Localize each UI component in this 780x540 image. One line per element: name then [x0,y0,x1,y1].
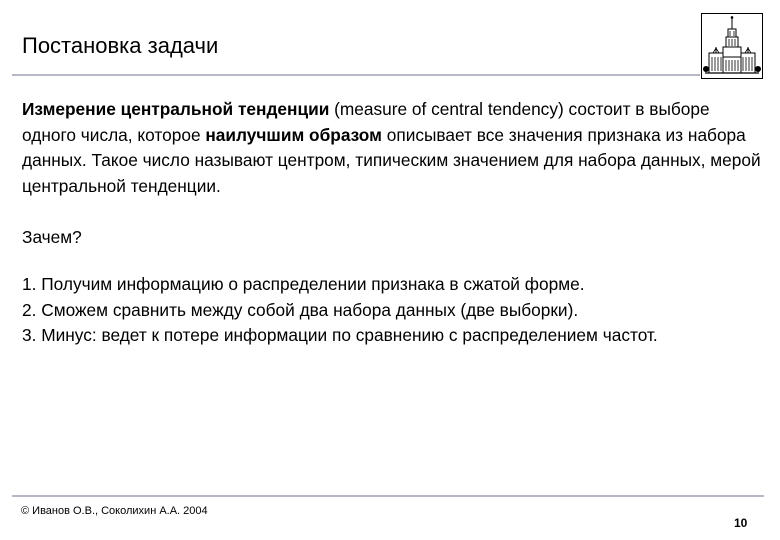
reason-item-1: 1. Получим информацию о распределении признака в сжатой форме. [22,273,585,294]
university-building-icon [701,13,763,79]
definition-text-2: описывает все значения признака из набора данных. Такое число называют центром, типическим значением для набора данных, мерой центральной тенденции. [22,124,761,196]
definition-text-1: (measure of central tendency) состоит в выборе одного числа, которое [22,99,710,145]
slide-title: Постановка задачи [22,33,219,58]
question-text: Зачем? [22,227,82,248]
slide-content [22,97,762,349]
copyright-text: © Иванов О.В., Соколихин А.А. 2004 [21,505,208,517]
page-number: 10 [734,516,748,530]
definition-term: Измерение центральной тенденции [22,99,330,119]
definition-paragraph [22,97,762,199]
header-divider [12,74,700,76]
definition-emphasis: наилучшим образом [205,124,382,145]
reason-item-3: 3. Минус: ведет к потере информации по сравнению с распределением частот. [22,325,658,346]
footer-divider [12,495,764,497]
reason-item-2: 2. Сможем сравнить между собой два набора данных (две выборки). [22,299,579,320]
